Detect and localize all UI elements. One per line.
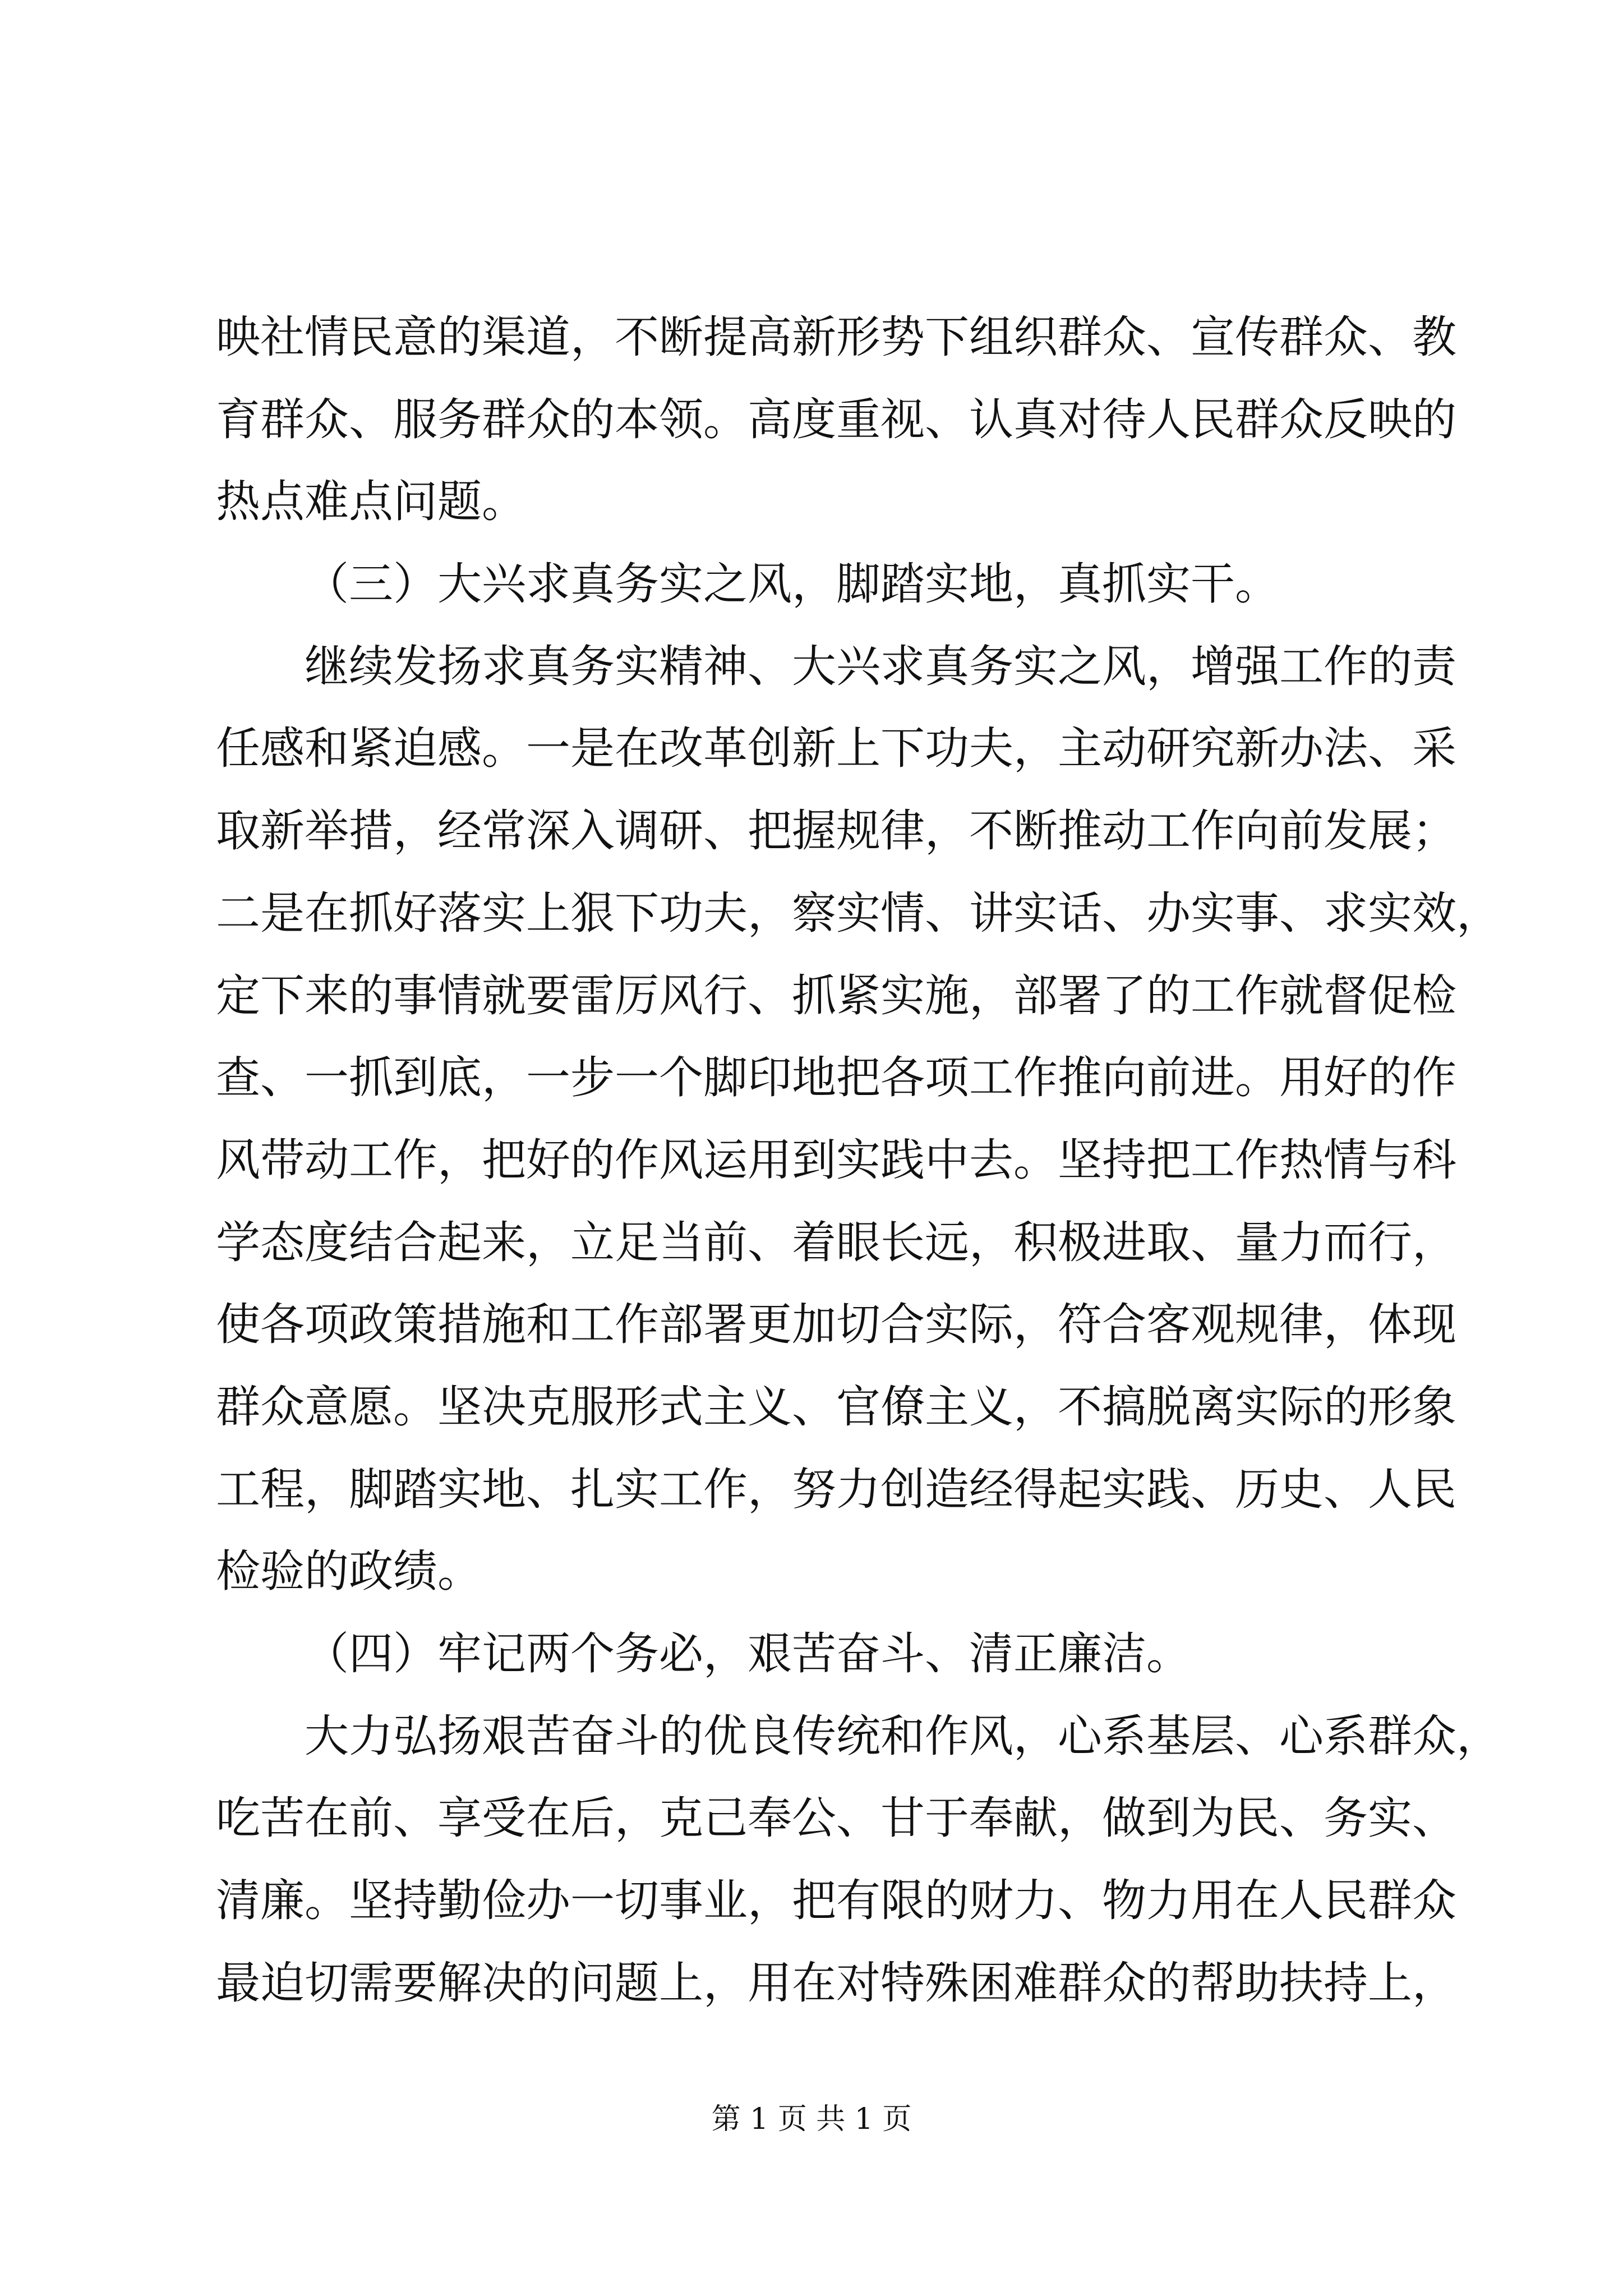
document-body (216, 296, 1501, 2024)
paragraph-line: 定下来的事情就要雷厉风行、抓紧实施，部署了的工作就督促检 (216, 969, 1456, 1022)
paragraph-line: 查、一抓到底，一步一个脚印地把各项工作推向前进。用好的作 (216, 1052, 1456, 1104)
paragraph-line: 风带动工作，把好的作风运用到实践中去。坚持把工作热情与科 (216, 1134, 1456, 1186)
paragraph-line: 吃苦在前、享受在后，克己奉公、甘于奉献，做到为民、务实、 (216, 1792, 1456, 1844)
paragraph-first-line: 大力弘扬艰苦奋斗的优良传统和作风，心系基层、心系群众， (305, 1710, 1501, 1762)
paragraph-line: 取新举措，经常深入调研、把握规律，不断推动工作向前发展； (216, 805, 1456, 857)
paragraph-line: 使各项政策措施和工作部署更加切合实际，符合客观规律，体现 (216, 1299, 1456, 1351)
paragraph-line: 映社情民意的渠道，不断提高新形势下组织群众、宣传群众、教 (216, 311, 1456, 363)
paragraph-line: 清廉。坚持勤俭办一切事业，把有限的财力、物力用在人民群众 (216, 1875, 1456, 1927)
paragraph-line: 群众意愿。坚决克服形式主义、官僚主义，不搞脱离实际的形象 (216, 1381, 1456, 1433)
page-number-footer: 第 1 页 共 1 页 (711, 2102, 912, 2136)
paragraph-line: 热点难点问题。 (216, 476, 526, 528)
paragraph-line: 最迫切需要解决的问题上，用在对特殊困难群众的帮助扶持上， (216, 1957, 1456, 2009)
paragraph-line: 检验的政绩。 (216, 1545, 482, 1598)
section-heading: （三）大兴求真务实之风，脚踏实地，真抓实干。 (305, 558, 1279, 610)
section-heading: （四）牢记两个务必，艰苦奋斗、清正廉洁。 (305, 1628, 1191, 1680)
paragraph-first-line: 继续发扬求真务实精神、大兴求真务实之风，增强工作的责 (305, 640, 1456, 692)
paragraph-line: 二是在抓好落实上狠下功夫，察实情、讲实话、办实事、求实效， (216, 887, 1501, 939)
paragraph-line: 学态度结合起来，立足当前、着眼长远，积极进取、量力而行， (216, 1216, 1456, 1268)
paragraph-line: 任感和紧迫感。一是在改革创新上下功夫，主动研究新办法、采 (216, 723, 1456, 775)
paragraph-line: 工程，脚踏实地、扎实工作，努力创造经得起实践、历史、人民 (216, 1463, 1456, 1515)
paragraph-line: 育群众、服务群众的本领。高度重视、认真对待人民群众反映的 (216, 393, 1456, 445)
